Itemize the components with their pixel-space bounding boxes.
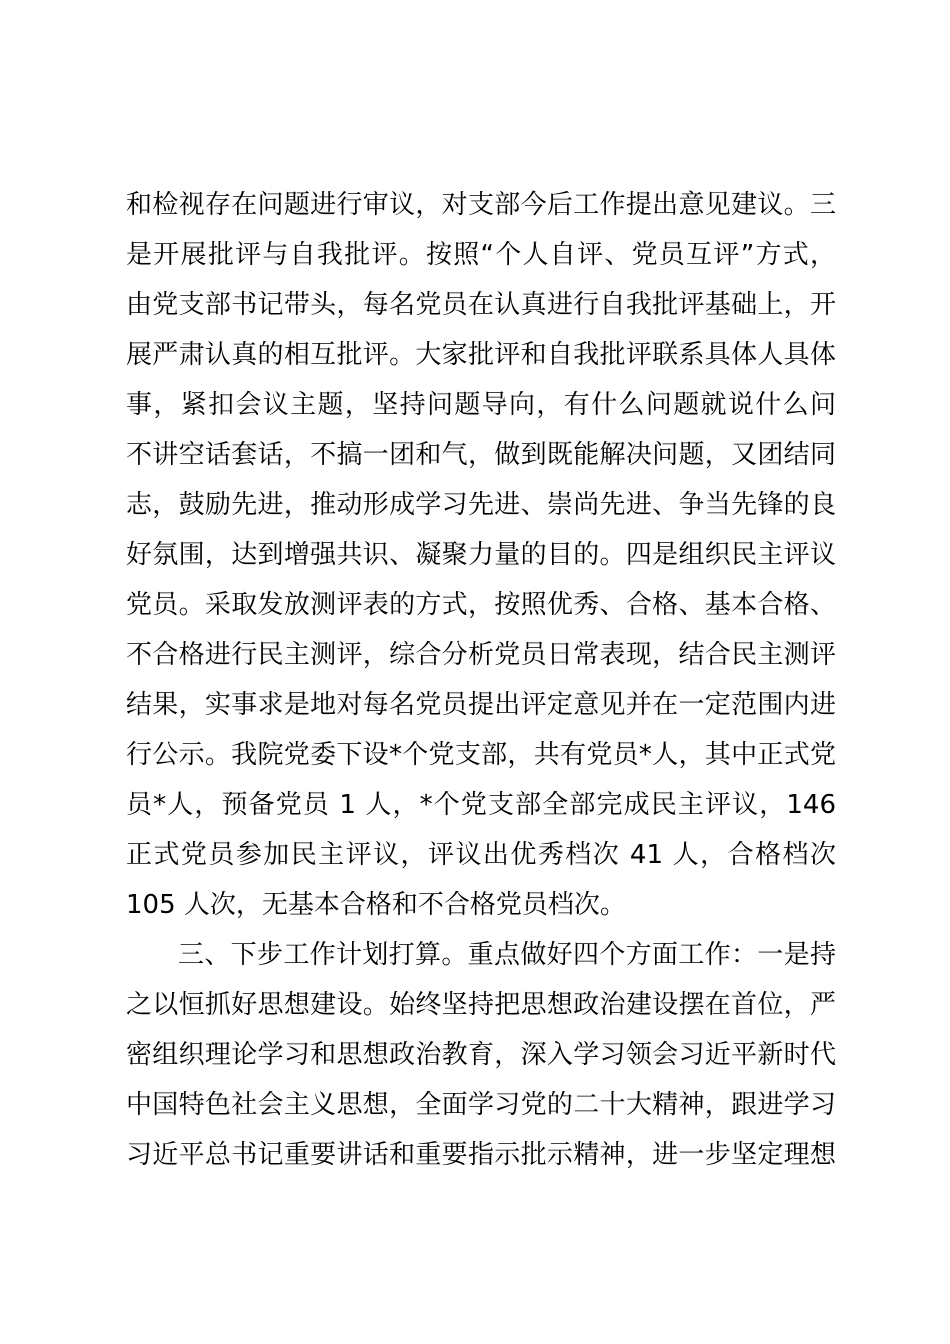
text-line: 行公示。我院党委下设*个党支部，共有党员*人，其中正式党 — [126, 740, 836, 770]
text-line: 正式党员参加民主评议，评议出优秀档次 41 人，合格档次 — [126, 840, 836, 870]
text-line: 之以恒抓好思想建设。始终坚持把思想政治建设摆在首位，严 — [126, 990, 836, 1020]
text-line: 事，紧扣会议主题，坚持问题导向，有什么问题就说什么问 — [126, 390, 836, 420]
text-line: 中国特色社会主义思想，全面学习党的二十大精神，跟进学习 — [126, 1090, 836, 1120]
text-line: 105 人次，无基本合格和不合格党员档次。 — [126, 890, 626, 920]
text-line: 和检视存在问题进行审议，对支部今后工作提出意见建议。三 — [126, 190, 836, 220]
text-line: 展严肃认真的相互批评。大家批评和自我批评联系具体人具体 — [126, 340, 836, 370]
text-line: 党员。采取发放测评表的方式，按照优秀、合格、基本合格、 — [126, 590, 836, 620]
text-line: 由党支部书记带头，每名党员在认真进行自我批评基础上，开 — [126, 290, 836, 320]
body-text — [126, 180, 836, 1180]
section-heading-line: 三、下步工作计划打算。重点做好四个方面工作：一是持 — [178, 940, 836, 970]
text-line: 志，鼓励先进，推动形成学习先进、崇尚先进、争当先锋的良 — [126, 490, 836, 520]
text-line: 习近平总书记重要讲话和重要指示批示精神，进一步坚定理想 — [126, 1140, 836, 1170]
text-line: 结果，实事求是地对每名党员提出评定意见并在一定范围内进 — [126, 690, 836, 720]
text-line: 员*人，预备党员 1 人，*个党支部全部完成民主评议，146 — [126, 790, 836, 820]
text-line: 是开展批评与自我批评。按照“个人自评、党员互评”方式， — [126, 240, 836, 270]
text-line: 好氛围，达到增强共识、凝聚力量的目的。四是组织民主评议 — [126, 540, 836, 570]
text-line: 不合格进行民主测评，综合分析党员日常表现，结合民主测评 — [126, 640, 836, 670]
text-line: 不讲空话套话，不搞一团和气，做到既能解决问题，又团结同 — [126, 440, 836, 470]
text-line: 密组织理论学习和思想政治教育，深入学习领会习近平新时代 — [126, 1040, 836, 1070]
